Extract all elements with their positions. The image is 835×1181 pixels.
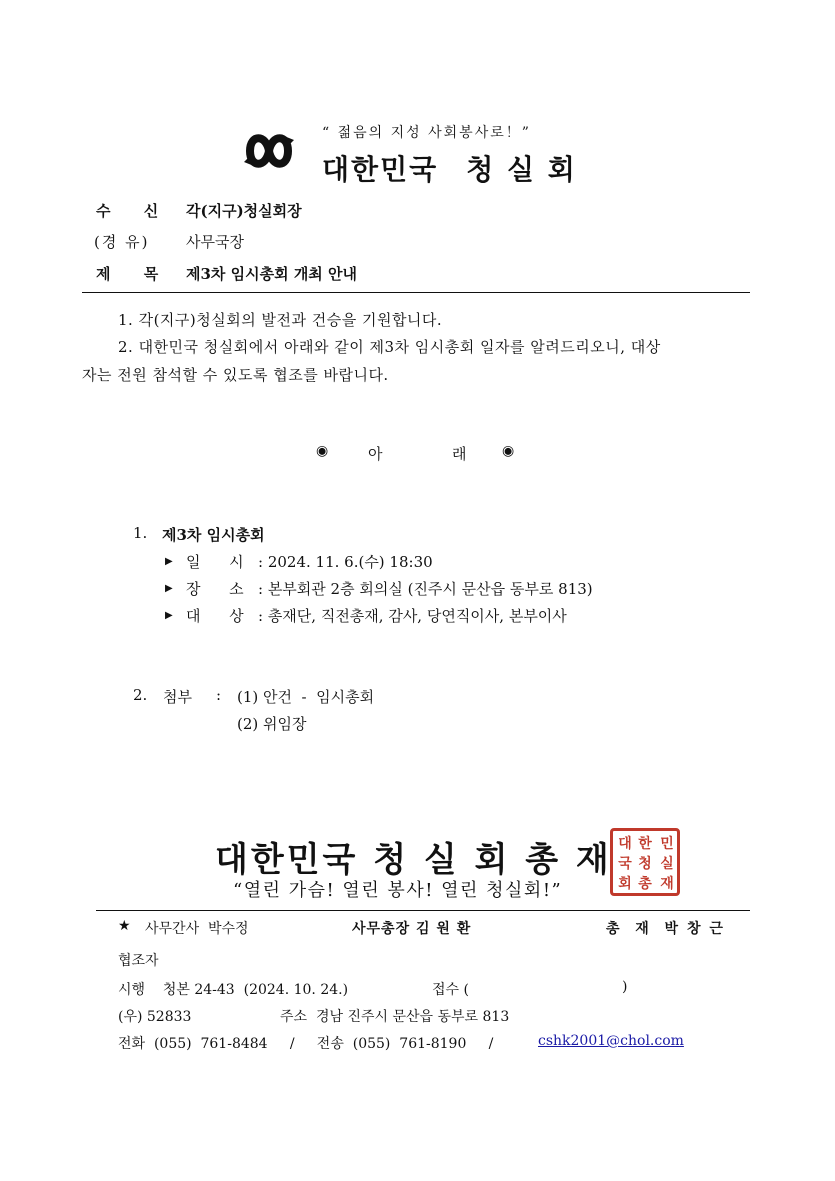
meeting-item-target-label: 대 상: [186, 607, 244, 625]
footer-org-name: 대한민국 청 실 회 총 재: [215, 840, 612, 880]
meeting-item-target-value: : 총재단, 직전총재, 감사, 당연직이사, 본부이사: [258, 607, 567, 625]
address: 주소 경남 진주시 문산읍 동부로 813: [280, 1009, 510, 1025]
via-value: 사무국장: [186, 233, 244, 251]
secretary-signature: 사무간사 박수정: [145, 921, 249, 937]
meeting-number: 1.: [133, 524, 148, 542]
via-label: (경 유): [94, 233, 150, 251]
below-marker-left: ◉: [316, 443, 329, 459]
header-slogan: “ 젊음의 지성 사회봉사로！”: [322, 125, 531, 141]
star-icon: ★: [118, 918, 131, 934]
meeting-item-bullet: ▶: [165, 556, 173, 567]
meeting-item-bullet: ▶: [165, 610, 173, 621]
attachment-item-1: (1) 안건 - 임시총회: [237, 688, 375, 706]
meeting-item-place-label: 장 소: [186, 580, 244, 598]
seal-char: 회: [618, 876, 632, 892]
paragraph-2-line-2: 자는 전원 참석할 수 있도록 협조를 바랍니다.: [82, 366, 389, 384]
header-org-name: [322, 148, 577, 188]
seal-char: 대: [618, 836, 632, 852]
footer-divider: [96, 910, 750, 911]
seal-char: 재: [660, 876, 674, 892]
paragraph-2-line-1: 2. 대한민국 청실회에서 아래와 같이 제3차 임시총회 일자를 알려드리오니, 대상: [118, 338, 661, 356]
secretary-general-signature: 사무총장 김 원 환: [352, 921, 472, 937]
paragraph-1: 1. 각(지구)청실회의 발전과 건승을 기원합니다.: [118, 311, 443, 329]
below-word-1: 아: [368, 445, 383, 463]
attachments-number: 2.: [133, 686, 148, 704]
seal-char: 민: [660, 836, 674, 852]
seal-char: 국: [618, 856, 632, 872]
phone-fax: 전화 (055) 761-8484 / 전송 (055) 761-8190 /: [118, 1036, 494, 1052]
official-seal-icon: [610, 828, 680, 896]
attachment-item-2: (2) 위임장: [237, 715, 307, 733]
to-value: 각(지구)청실회장: [186, 202, 302, 220]
to-label: 수 신: [96, 202, 173, 220]
org-name-part1: 대한민국: [322, 153, 439, 186]
header-divider: [82, 292, 750, 293]
seal-char: 실: [660, 856, 674, 872]
seal-char: 한: [638, 836, 652, 852]
enforcement-info: 시행 청본 24-43 (2024. 10. 24.): [118, 982, 349, 998]
subject-label: 제 목: [96, 265, 173, 283]
president-signature: 총 재 박 창 근: [606, 921, 725, 937]
meeting-title: 제3차 임시총회: [162, 526, 265, 544]
seal-char: 총: [638, 876, 652, 892]
email-link[interactable]: cshk2001@chol.com: [538, 1033, 684, 1049]
meeting-item-date-value: : 2024. 11. 6.(수) 18:30: [258, 553, 433, 571]
receipt-close: ): [622, 979, 628, 995]
postal-code: (우) 52833: [118, 1009, 192, 1025]
meeting-item-place-value: : 본부회관 2층 회의실 (진주시 문산읍 동부로 813): [258, 580, 593, 598]
organization-logo-icon: [240, 128, 298, 174]
receipt-label: 접수 (: [432, 982, 469, 998]
seal-char: 청: [638, 856, 652, 872]
below-marker-right: ◉: [502, 443, 515, 459]
attachments-label: 첨부: [163, 688, 192, 706]
footer-slogan: “열린 가슴! 열린 봉사! 열린 청실회!”: [233, 880, 563, 901]
org-name-part2: 청 실 회: [466, 153, 577, 186]
attachments-colon: :: [216, 686, 222, 704]
meeting-item-date-label: 일 시: [186, 553, 244, 571]
below-word-2: 래: [452, 445, 467, 463]
meeting-item-bullet: ▶: [165, 583, 173, 594]
subject-value: 제3차 임시총회 개최 안내: [186, 265, 358, 283]
cooperator-label: 협조자: [118, 953, 159, 969]
